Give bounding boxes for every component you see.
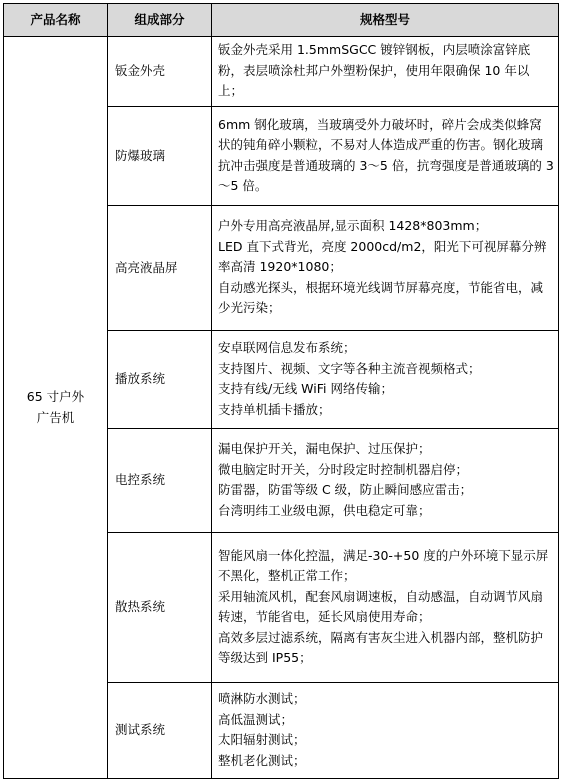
header-component: 组成部分 bbox=[108, 4, 212, 37]
spec-line: 高效多层过滤系统，隔离有害灰尘进入机器内部，整机防护等级达到 IP55； bbox=[218, 629, 544, 665]
spec-line: 台湾明纬工业级电源，供电稳定可靠； bbox=[218, 502, 431, 518]
component-cell: 高亮液晶屏 bbox=[108, 206, 212, 331]
component-cell: 电控系统 bbox=[108, 429, 212, 533]
spec-cell bbox=[212, 533, 559, 683]
component-cell: 防爆玻璃 bbox=[108, 107, 212, 206]
component-cell: 散热系统 bbox=[108, 533, 212, 683]
spec-line: 支持图片、视频、文字等各种主流音视频格式； bbox=[218, 360, 481, 376]
spec-line: 高低温测试； bbox=[218, 711, 294, 727]
product-name: 65 寸户外广告机 bbox=[26, 389, 85, 425]
header-row bbox=[4, 4, 559, 37]
header-product-name: 产品名称 bbox=[4, 4, 108, 37]
spec-line: 采用轴流风机，配套风扇调速板，自动感温，自动调节风扇转速，节能省电，延长风扇使用寿命； bbox=[218, 588, 544, 624]
spec-cell bbox=[212, 206, 559, 331]
spec-line: 6mm 钢化玻璃，当玻璃受外力破坏时，碎片会成类似蜂窝状的钝角碎小颗粒，不易对人体造成严重的伤害。钢化玻璃抗冲击强度是普通玻璃的 3～5 倍，抗弯强度是普通玻璃的 3～5 倍。 bbox=[218, 116, 554, 193]
spec-table bbox=[3, 3, 559, 779]
component-cell: 钣金外壳 bbox=[108, 37, 212, 107]
component-cell: 测试系统 bbox=[108, 683, 212, 779]
spec-cell bbox=[212, 331, 559, 429]
spec-line: 太阳辐射测试； bbox=[218, 732, 306, 747]
spec-line: 微电脑定时开关，分时段定时控制机器启停； bbox=[218, 461, 469, 477]
spec-line: 智能风扇一体化控温，满足-30-+50 度的户外环境下显示屏不黑化，整机正常工作； bbox=[218, 547, 549, 583]
component-cell: 播放系统 bbox=[108, 331, 212, 429]
spec-line: 户外专用高亮液晶屏,显示面积 1428*803mm； bbox=[218, 218, 488, 234]
spec-cell bbox=[212, 683, 559, 779]
header-spec: 规格型号 bbox=[212, 4, 559, 37]
spec-line: LED 直下式背光，亮度 2000cd/m2，阳光下可视屏幕分辨率高清 1920*1080； bbox=[218, 238, 547, 275]
spec-line: 安卓联网信息发布系统； bbox=[218, 340, 356, 355]
spec-line: 自动感光探头，根据环境光线调节屏幕亮度，节能省电，减少光污染； bbox=[218, 279, 544, 316]
spec-cell bbox=[212, 429, 559, 533]
spec-cell bbox=[212, 37, 559, 107]
spec-line: 漏电保护开关，漏电保护、过压保护； bbox=[218, 441, 431, 456]
spec-line: 防雷器，防雷等级 C 级，防止瞬间感应雷击； bbox=[218, 482, 473, 497]
table-row bbox=[4, 37, 559, 107]
spec-line: 支持单机插卡播放； bbox=[218, 401, 331, 417]
spec-line: 喷淋防水测试； bbox=[218, 691, 306, 706]
spec-cell bbox=[212, 107, 559, 206]
spec-line: 支持有线/无线 WiFi 网络传输； bbox=[218, 381, 393, 396]
spec-line: 整机老化测试； bbox=[218, 752, 306, 768]
spec-line: 钣金外壳采用 1.5mmSGCC 镀锌钢板，内层喷涂富锌底粉，表层喷涂杜邦户外塑粉保护，使用年限确保 10 年以上； bbox=[218, 42, 531, 99]
product-name-cell bbox=[4, 37, 108, 779]
